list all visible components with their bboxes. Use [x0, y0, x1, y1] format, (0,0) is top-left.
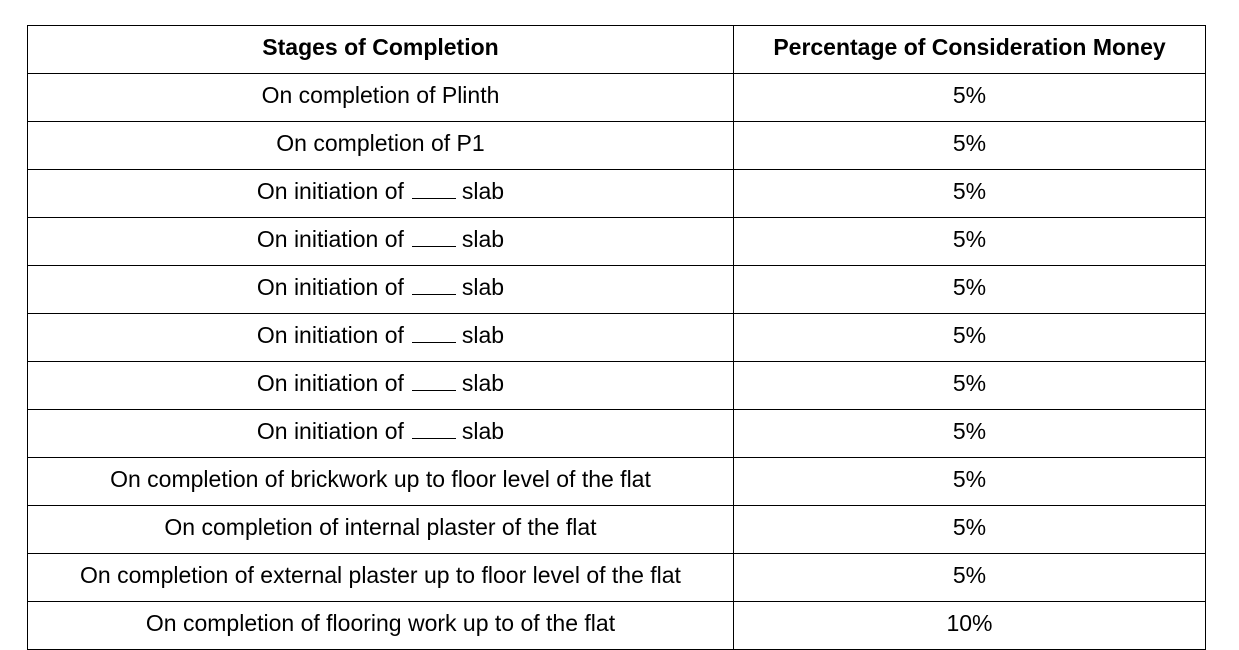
table-body	[28, 74, 1206, 650]
stage-cell	[28, 218, 734, 266]
stage-text: On initiation of	[256, 369, 404, 396]
table-row	[28, 218, 1206, 266]
percentage-cell: 5%	[734, 410, 1206, 458]
table-row	[28, 314, 1206, 362]
stage-cell	[28, 602, 734, 650]
stage-cell	[28, 266, 734, 314]
stage-text: On completion of external plaster up to floor level of the flat	[80, 561, 681, 588]
stage-suffix-text: slab	[461, 273, 505, 300]
stage-text: On initiation of	[256, 225, 404, 252]
stage-text: On completion of brickwork up to floor level of the flat	[110, 465, 651, 492]
percentage-cell: 5%	[734, 170, 1206, 218]
percentage-cell: 5%	[734, 458, 1206, 506]
stage-text: On initiation of	[256, 177, 404, 204]
percentage-cell: 5%	[734, 362, 1206, 410]
stage-suffix-text: slab	[461, 369, 505, 396]
table-row	[28, 266, 1206, 314]
stage-text: On initiation of	[256, 417, 404, 444]
stage-text: On initiation of	[256, 321, 404, 348]
stage-text: On completion of internal plaster of the flat	[164, 513, 597, 540]
stage-cell	[28, 74, 734, 122]
percentage-cell: 10%	[734, 602, 1206, 650]
percentage-cell: 5%	[734, 506, 1206, 554]
payment-schedule-table	[27, 25, 1206, 650]
table-row	[28, 362, 1206, 410]
fill-in-blank	[412, 226, 456, 247]
stage-cell	[28, 554, 734, 602]
table-row	[28, 74, 1206, 122]
stage-cell	[28, 506, 734, 554]
header-stages: Stages of Completion	[28, 26, 734, 74]
stage-suffix-text: slab	[461, 417, 505, 444]
stage-cell	[28, 362, 734, 410]
table-row	[28, 458, 1206, 506]
table-row	[28, 170, 1206, 218]
percentage-cell: 5%	[734, 266, 1206, 314]
table-row	[28, 122, 1206, 170]
fill-in-blank	[412, 178, 456, 199]
header-percentage: Percentage of Consideration Money	[734, 26, 1206, 74]
table-header-row	[28, 26, 1206, 74]
stage-cell	[28, 314, 734, 362]
percentage-cell: 5%	[734, 74, 1206, 122]
stage-cell	[28, 122, 734, 170]
fill-in-blank	[412, 274, 456, 295]
table-row	[28, 554, 1206, 602]
percentage-cell: 5%	[734, 122, 1206, 170]
stage-suffix-text: slab	[461, 177, 505, 204]
stage-cell	[28, 170, 734, 218]
stage-text: On completion of P1	[276, 129, 485, 156]
fill-in-blank	[412, 322, 456, 343]
percentage-cell: 5%	[734, 554, 1206, 602]
stage-text: On initiation of	[256, 273, 404, 300]
stage-cell	[28, 410, 734, 458]
table-row	[28, 506, 1206, 554]
table-row	[28, 410, 1206, 458]
percentage-cell: 5%	[734, 314, 1206, 362]
stage-cell	[28, 458, 734, 506]
fill-in-blank	[412, 370, 456, 391]
stage-text: On completion of Plinth	[261, 81, 500, 108]
table-row	[28, 602, 1206, 650]
stage-suffix-text: slab	[461, 225, 505, 252]
fill-in-blank	[412, 418, 456, 439]
stage-suffix-text: slab	[461, 321, 505, 348]
stage-text: On completion of flooring work up to of the flat	[145, 609, 616, 636]
percentage-cell: 5%	[734, 218, 1206, 266]
